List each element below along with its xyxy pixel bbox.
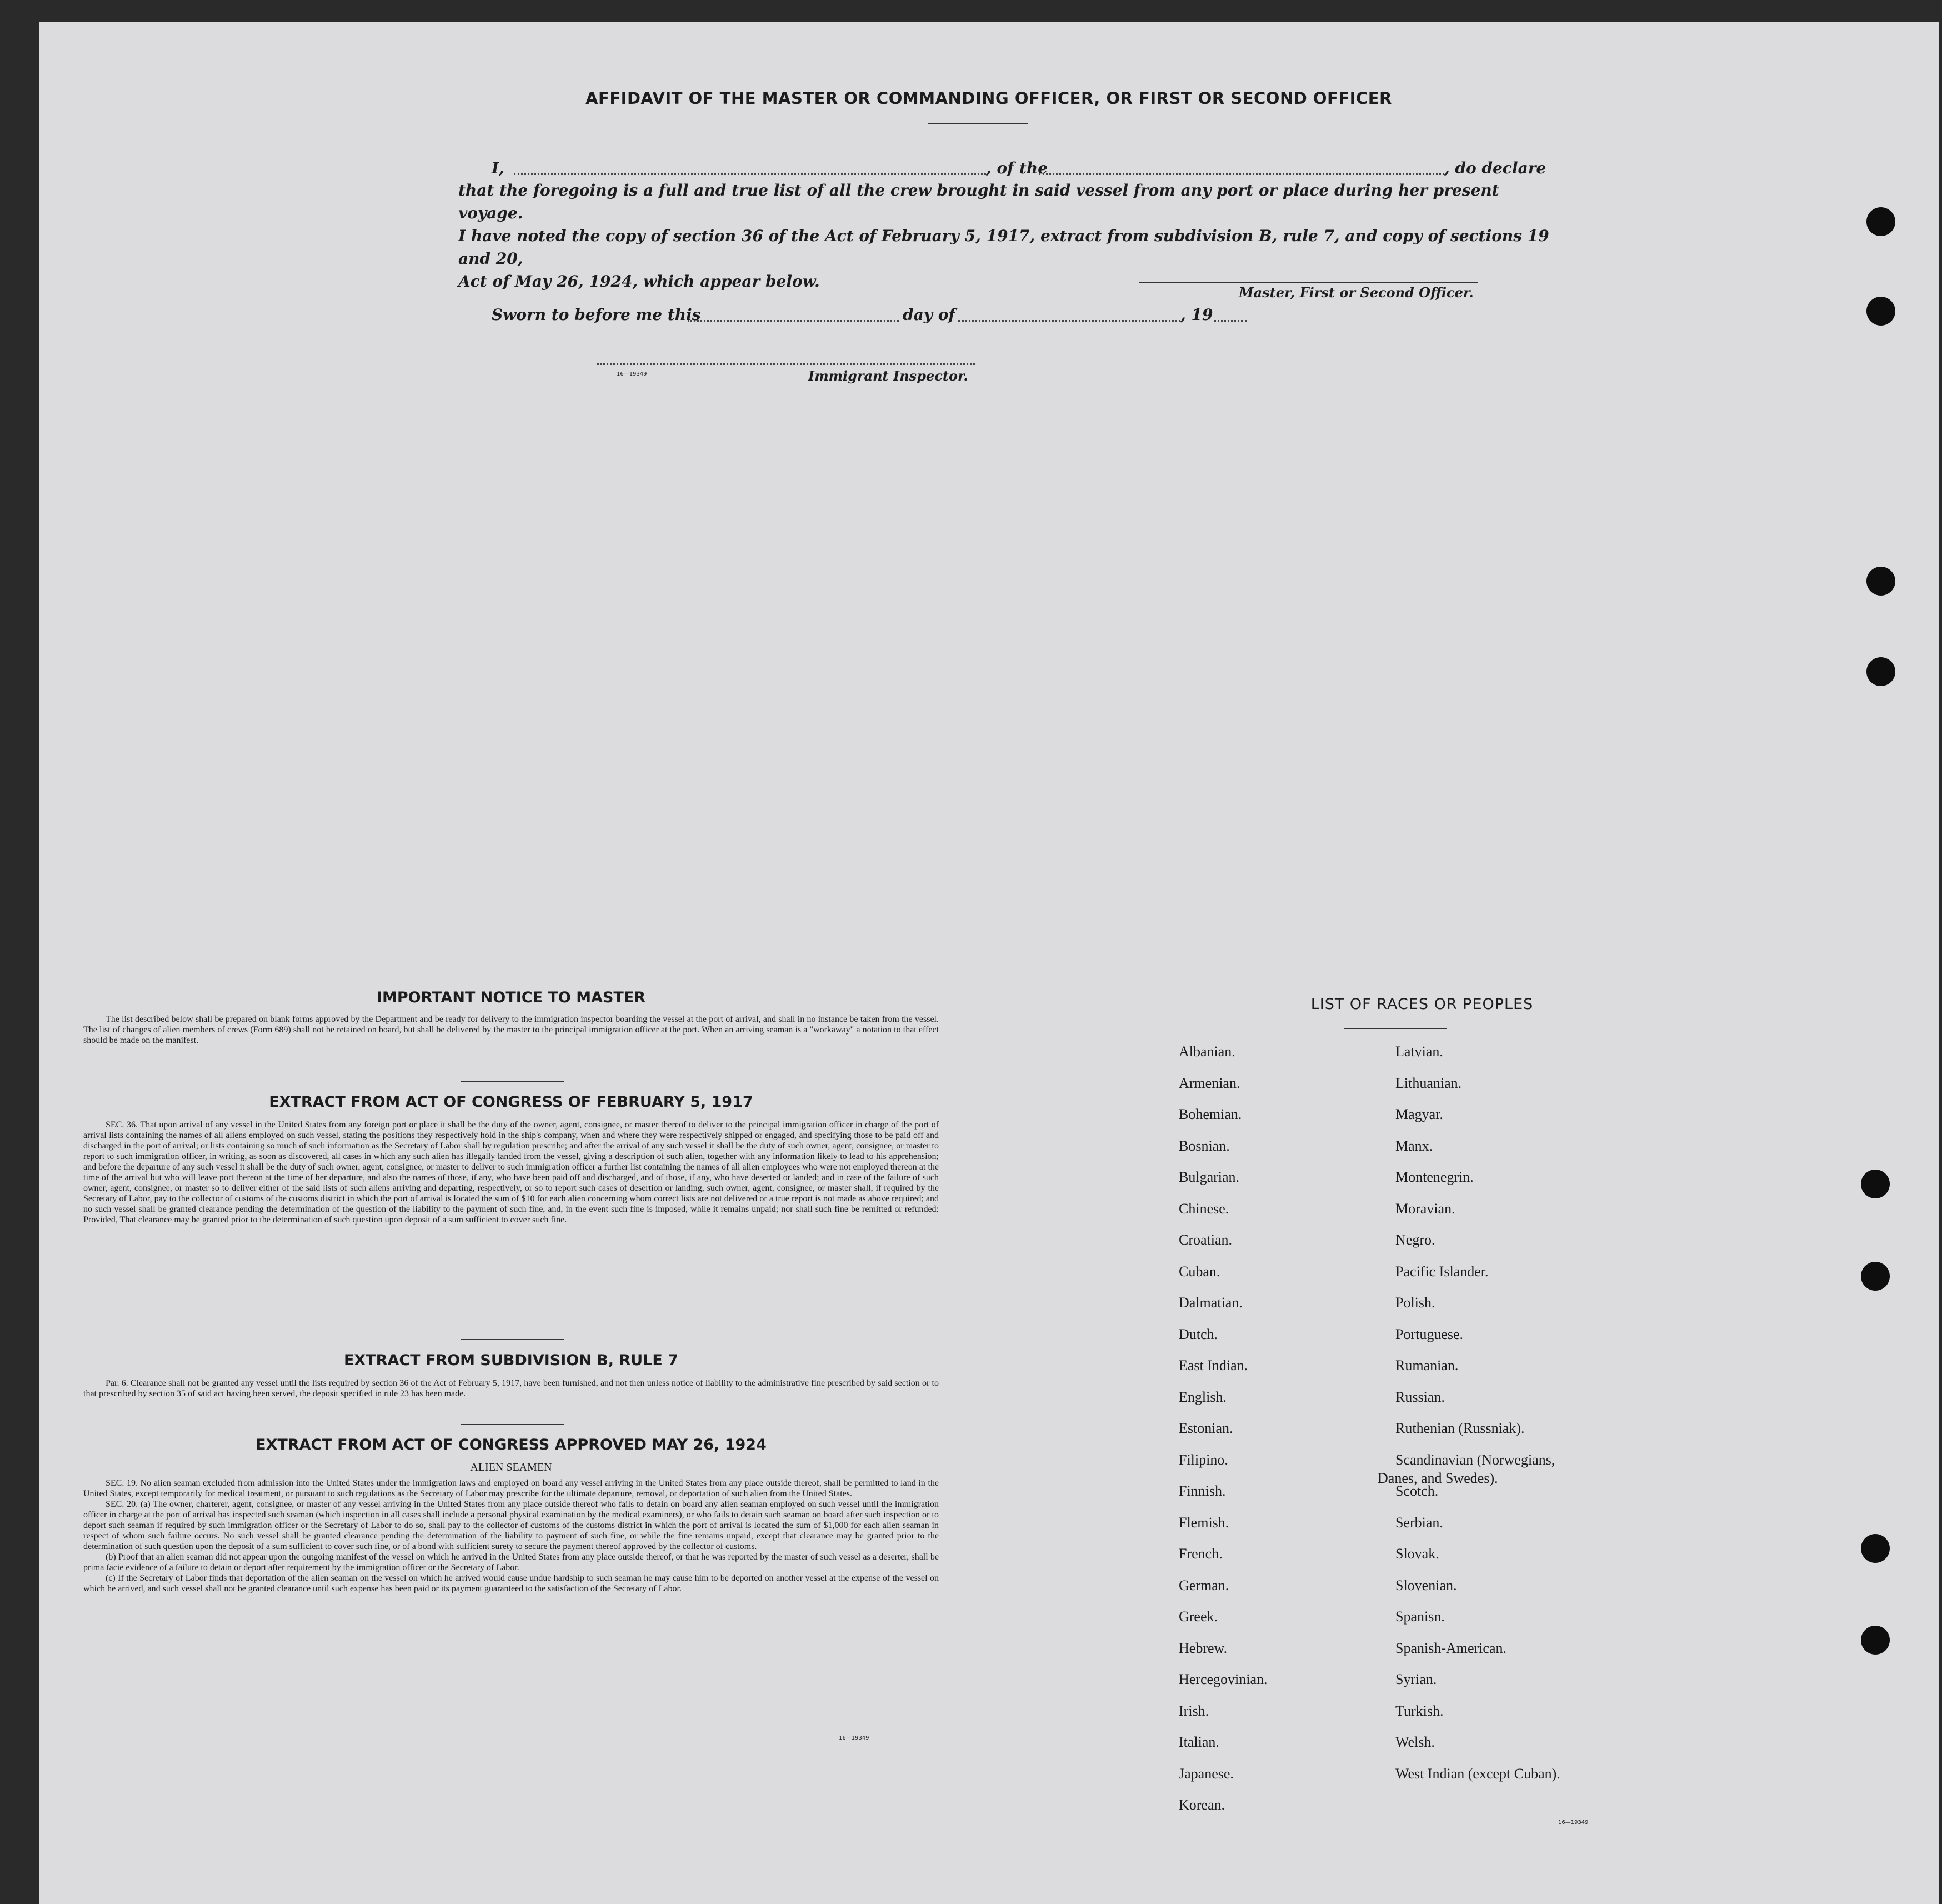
race-item: Negro.	[1395, 1232, 1435, 1248]
master-signature-line[interactable]	[1139, 282, 1478, 283]
race-item: Spanish-American.	[1395, 1640, 1507, 1656]
affidavit-line-3: I have noted the copy of section 36 of the Act of February 5, 1917, extract from subdivision B, rule 7, and copy of sections 19 and 20,	[458, 227, 1549, 268]
race-item: Albanian.	[1179, 1043, 1235, 1060]
extract-1924-text	[83, 1478, 939, 1594]
race-item: Slovenian.	[1395, 1577, 1457, 1593]
rule-7-title: EXTRACT FROM SUBDIVISION B, RULE 7	[343, 1352, 679, 1369]
notice-title: IMPORTANT NOTICE TO MASTER	[376, 989, 646, 1006]
document-page	[39, 22, 1939, 1904]
race-item: Filipino.	[1179, 1451, 1228, 1468]
sec-19-paragraph: SEC. 19. No alien seaman excluded from admission into the United States under the immigration laws and employed on board any vessel arriving in the United States from any place outside thereof, shall be permitted to land in the United States, except temporarily for medical treatment, or pursuant to such regulations as the Secretary of Labor may prescribe for the ultimate departure, removal, or deportation of such alien from the United States.	[83, 1478, 939, 1498]
master-signature-label: Master, First or Second Officer.	[1239, 284, 1474, 301]
binder-hole	[1866, 657, 1895, 686]
affidavit-of-the: , of the	[986, 159, 1048, 177]
race-item: West Indian (except Cuban).	[1395, 1765, 1560, 1782]
race-item: Rumanian.	[1395, 1357, 1459, 1373]
race-item: Scotch.	[1395, 1483, 1439, 1499]
alien-seamen-subtitle: ALIEN SEAMEN	[470, 1461, 552, 1473]
sworn-label: Sworn to before me this	[492, 306, 701, 324]
extract-form-number: 16—19349	[839, 1735, 869, 1741]
race-item: Italian.	[1179, 1734, 1219, 1750]
race-item: Hercegovinian.	[1179, 1671, 1268, 1687]
race-item: Spanisn.	[1395, 1608, 1445, 1625]
binder-hole	[1866, 567, 1895, 596]
race-item: Dutch.	[1179, 1326, 1218, 1342]
race-item: Portuguese.	[1395, 1326, 1464, 1342]
inspector-label: Immigrant Inspector.	[808, 368, 968, 384]
divider	[1344, 1028, 1447, 1029]
extract-1917-title: EXTRACT FROM ACT OF CONGRESS OF FEBRUARY 5, 1917	[269, 1093, 753, 1111]
race-item: Slovak.	[1395, 1546, 1439, 1562]
races-form-number: 16—19349	[1558, 1820, 1589, 1826]
race-item: Danes, and Swedes).	[1378, 1470, 1498, 1486]
day-of-label: day of	[903, 306, 955, 324]
year-label: , 19	[1180, 306, 1213, 324]
sworn-month-blank[interactable]	[958, 320, 1180, 322]
race-item: English.	[1179, 1388, 1227, 1405]
race-item: Ruthenian (Russniak).	[1395, 1420, 1525, 1436]
binder-hole	[1866, 297, 1895, 326]
binder-hole	[1861, 1170, 1890, 1198]
race-item: Manx.	[1395, 1137, 1433, 1154]
sec-20c-paragraph: (c) If the Secretary of Labor finds that deportation of the alien seaman on the vessel on which he arrived would cause undue hardship to such seaman he may cause him to be deported on another vessel at the expense of the vessel on which he arrived, and such vessel shall not be granted clearance until such expense has been paid or its payment guaranteed to the satisfaction of the Secretary of Labor.	[83, 1573, 939, 1593]
race-item: Welsh.	[1395, 1734, 1435, 1750]
race-item: Greek.	[1179, 1608, 1218, 1625]
sec-20b-paragraph: (b) Proof that an alien seaman did not appear upon the outgoing manifest of the vessel on which he arrived in the United States from any place outside thereof, or that he was reported by the master of such vessel as a deserter, shall be prima facie evidence of a failure to detain or deport after requirement by the immigration officer or the Secretary of Labor.	[83, 1552, 939, 1572]
race-item: Armenian.	[1179, 1075, 1240, 1091]
divider	[461, 1081, 564, 1082]
race-item: Turkish.	[1395, 1702, 1444, 1719]
name-blank[interactable]	[514, 173, 986, 175]
divider	[461, 1424, 564, 1425]
extract-1924-title: EXTRACT FROM ACT OF CONGRESS APPROVED MAY 26, 1924	[256, 1436, 767, 1453]
race-item: Serbian.	[1395, 1514, 1443, 1531]
race-item: Pacific Islander.	[1395, 1263, 1489, 1280]
notice-text	[83, 1014, 939, 1046]
vessel-blank[interactable]	[1039, 173, 1444, 175]
races-title: LIST OF RACES OR PEOPLES	[1310, 996, 1534, 1013]
race-item: Scandinavian (Norwegians,	[1395, 1451, 1555, 1468]
race-item: Bohemian.	[1179, 1106, 1242, 1122]
binder-hole	[1861, 1626, 1890, 1655]
binder-hole	[1866, 207, 1895, 236]
race-item: French.	[1179, 1546, 1223, 1562]
binder-hole	[1861, 1534, 1890, 1563]
race-item: Dalmatian.	[1179, 1295, 1243, 1311]
sec-20a-paragraph: SEC. 20. (a) The owner, charterer, agent, consignee, or master of any vessel arriving in the United States from any place outside thereof who fails to detain on board any alien seaman employed on such vessel until the immigration officer in charge at the port of arrival has inspected such seaman (which inspection in all cases shall include a personal physical examination by the medical examiners), or who fails to detain such seaman on board after such inspection or to deport such seaman if required by such immigration officer or the Secretary of Labor to do so, shall pay to the collector of customs of the customs district in which the port of arrival is located the sum of $1,000 for each alien seaman in respect of whom such failure occurs. No such vessel shall be granted clearance pending the determination of the liability to payment of such fine, or while the fine remains unpaid, except that clearance may be granted prior to the determination of such question upon the deposit of a sum sufficient to cover such fine, or of a bond with sufficient surety to secure the payment thereof approved by the collector of customs.	[83, 1500, 939, 1551]
race-item: Flemish.	[1179, 1514, 1229, 1531]
race-item: Magyar.	[1395, 1106, 1443, 1122]
race-item: East Indian.	[1179, 1357, 1248, 1373]
affidavit-statement	[458, 179, 1564, 293]
sworn-year-blank[interactable]	[1214, 320, 1247, 322]
sworn-day-blank[interactable]	[688, 320, 899, 322]
affidavit-i-label: I,	[492, 159, 504, 177]
race-item: Chinese.	[1179, 1200, 1229, 1217]
divider	[461, 1339, 564, 1340]
race-item: Estonian.	[1179, 1420, 1233, 1436]
race-item: Cuban.	[1179, 1263, 1220, 1280]
race-item: Japanese.	[1179, 1765, 1234, 1782]
race-item: Finnish.	[1179, 1483, 1226, 1499]
affidavit-line-2: that the foregoing is a full and true list of all the crew brought in said vessel from any port or place during her present voyage.	[458, 181, 1499, 222]
affidavit-do-declare: , do declare	[1444, 159, 1546, 177]
race-item: Bulgarian.	[1179, 1169, 1240, 1185]
inspector-signature-line[interactable]	[597, 363, 975, 365]
affidavit-line-4: Act of May 26, 1924, which appear below.	[458, 272, 820, 291]
divider	[928, 123, 1028, 124]
binder-hole	[1861, 1262, 1890, 1291]
race-item: Korean.	[1179, 1797, 1225, 1813]
race-item: Lithuanian.	[1395, 1075, 1462, 1091]
affidavit-form-number: 16—19349	[617, 371, 647, 377]
rule-7-text	[83, 1378, 939, 1399]
par-6-paragraph: Par. 6. Clearance shall not be granted any vessel until the lists required by section 36 of the Act of February 5, 1917, have been furnished, and not then unless notice of liability to the administrative fine prescribed by said section or to that prescribed by section 35 of said act having been served, the deposit specified in rule 23 has been made.	[83, 1378, 939, 1398]
race-item: Syrian.	[1395, 1671, 1437, 1687]
sec-36-paragraph: SEC. 36. That upon arrival of any vessel in the United States from any foreign port or place it shall be the duty of the owner, agent, consignee, or master thereof to deliver to the principal immigration officer in charge of the port of arrival lists containing the names of all aliens employed on such vessel, stating the positions they respectively hold in the ship's company, when and where they were respectively shipped or engaged, and specifying those to be paid off and discharged in the port of arrival; or lists containing so much of such information as the Secretary of Labor shall by regulation prescribe; and after the arrival of any such vessel it shall be the duty of such owner, agent, consignee, or master to report to such immigration officer, in writing, as soon as discovered, all cases in which any such alien has illegally landed from the vessel, giving a description of such alien, together with any information likely to lead to his apprehension; and before the departure of any such vessel it shall be the duty of such owner, agent, consignee, or master to deliver to such immigration officer a further list containing the names of all alien employees who were not employed thereon at the time of the arrival but who will leave port thereon at the time of her departure, and also the names of those, if any, who have been paid off and discharged, and of those, if any, who have deserted or landed; and in case of the failure of such owner, agent, consignee, or master so to deliver either of the said lists of such aliens arriving and departing, respectively, or so to report such cases of desertion or landing, such owner, agent, consignee, or master shall, if required by the Secretary of Labor, pay to the collector of customs of the customs district in which the port of arrival is located the sum of $10 for each alien concerning whom correct lists are not delivered or a true report is not made as above required; and no such vessel shall be granted clearance pending the determination of the question of the liability to the payment of such fine, and, in the event such fine is imposed, while it remains unpaid; nor shall such fine be remitted or refunded: Provided, That clearance may be granted prior to the determination of such question upon deposit of a sum sufficient to cover such fine.	[83, 1120, 939, 1225]
race-item: Russian.	[1395, 1388, 1445, 1405]
affidavit-title: AFFIDAVIT OF THE MASTER OR COMMANDING OFFICER, OR FIRST OR SECOND OFFICER	[585, 89, 1392, 108]
race-item: Moravian.	[1395, 1200, 1455, 1217]
race-item: Montenegrin.	[1395, 1169, 1474, 1185]
race-item: Latvian.	[1395, 1043, 1443, 1060]
race-item: Hebrew.	[1179, 1640, 1228, 1656]
race-item: Irish.	[1179, 1702, 1209, 1719]
race-item: German.	[1179, 1577, 1229, 1593]
race-item: Croatian.	[1179, 1232, 1233, 1248]
extract-1917-text	[83, 1120, 939, 1225]
race-item: Bosnian.	[1179, 1137, 1230, 1154]
notice-paragraph: The list described below shall be prepared on blank forms approved by the Department and be ready for delivery to the immigration inspector boarding the vessel at the port of arrival, and shall in no instance be taken from the vessel. The list of changes of alien members of crews (Form 689) shall not be retained on board, but shall be delivered by the master to the principal immigration officer at the port. When an arriving seaman is a "workaway" a notation to that effect should be made on the manifest.	[83, 1015, 939, 1045]
race-item: Polish.	[1395, 1295, 1435, 1311]
